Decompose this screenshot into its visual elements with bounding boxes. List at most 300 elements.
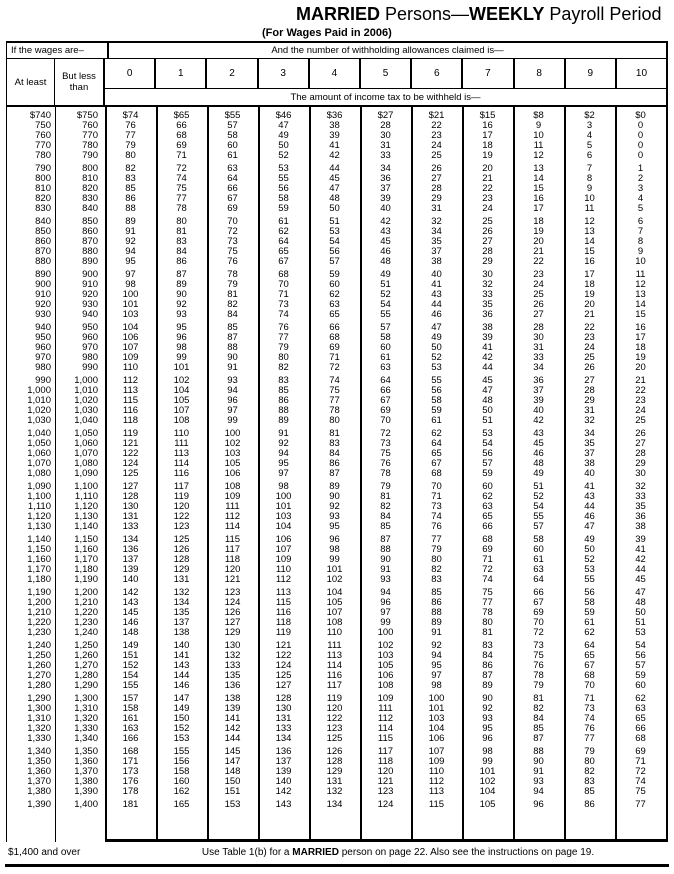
cell-tax-amount: 39 <box>635 534 646 545</box>
table-row <box>7 363 666 373</box>
cell-tax-amount: 61 <box>380 352 391 363</box>
cell-tax-amount: 50 <box>482 405 493 416</box>
cell-tax-amount: 96 <box>329 534 340 545</box>
cell-tax-amount: 98 <box>176 342 187 353</box>
cell-tax-amount: 120 <box>224 564 241 575</box>
cell-tax-amount: 103 <box>275 511 292 522</box>
cell-tax-amount: 25 <box>533 289 544 300</box>
cell-tax-amount: 96 <box>533 799 544 810</box>
cell-tax-amount: 45 <box>482 375 493 386</box>
cell-tax-amount: 31 <box>584 405 595 416</box>
cell-tax-amount: 142 <box>275 786 292 797</box>
cell-tax-amount: 35 <box>635 501 646 512</box>
cell-tax-amount: 86 <box>278 395 289 406</box>
cell-tax-amount: 71 <box>278 289 289 300</box>
cell-tax-amount: 111 <box>174 438 189 449</box>
cell-tax-amount: 67 <box>533 597 544 608</box>
cell-tax-amount: 123 <box>224 587 241 598</box>
cell-tax-amount: 84 <box>176 246 187 257</box>
cell-tax-amount: 96 <box>176 332 187 343</box>
cell-tax-amount: 57 <box>227 120 238 131</box>
cell-tax-amount: 80 <box>584 756 595 767</box>
cell-at-least: 1,250 <box>27 650 51 661</box>
cell-tax-amount: 20 <box>584 299 595 310</box>
cell-tax-amount: 101 <box>173 362 190 373</box>
cell-tax-amount: 75 <box>176 183 187 194</box>
cell-tax-amount: 28 <box>431 183 442 194</box>
cell-but-less-than: 1,170 <box>74 554 98 565</box>
cell-tax-amount: 62 <box>431 428 442 439</box>
cell-tax-amount: 37 <box>380 183 391 194</box>
cell-at-least: 1,050 <box>27 438 51 449</box>
cell-tax-amount: 17 <box>533 203 544 214</box>
cell-tax-amount: 79 <box>125 140 136 151</box>
cell-tax-amount: 101 <box>275 501 292 512</box>
cell-tax-amount: 173 <box>122 766 139 777</box>
cell-but-less-than: 1,110 <box>74 491 98 502</box>
cell-tax-amount: 63 <box>227 163 238 174</box>
cell-tax-amount: 3 <box>637 183 644 194</box>
cell-at-least: 1,060 <box>27 448 51 459</box>
cell-tax-amount: 74 <box>329 375 340 386</box>
cell-tax-amount: 91 <box>431 627 442 638</box>
cell-tax-amount: 44 <box>431 299 442 310</box>
cell-tax-amount: 146 <box>122 617 139 628</box>
cell-tax-amount: 148 <box>122 627 139 638</box>
cell-tax-amount: 28 <box>482 246 493 257</box>
cell-tax-amount: 155 <box>122 680 139 691</box>
cell-tax-amount: 58 <box>584 597 595 608</box>
cell-tax-amount: 46 <box>380 246 391 257</box>
cell-tax-amount: 94 <box>278 448 289 459</box>
cell-tax-amount: 153 <box>224 799 241 810</box>
cell-tax-amount: 79 <box>380 481 391 492</box>
cell-tax-amount: 54 <box>635 640 646 651</box>
cell-tax-amount: 70 <box>584 680 595 691</box>
cell-tax-amount: 25 <box>635 415 646 426</box>
cell-tax-amount: 66 <box>482 521 493 532</box>
cell-tax-amount: 85 <box>125 183 136 194</box>
cell-tax-amount: 80 <box>278 352 289 363</box>
cell-tax-amount: $65 <box>173 110 190 121</box>
cell-tax-amount: 104 <box>428 723 445 734</box>
cell-tax-amount: $0 <box>635 110 646 121</box>
cell-tax-amount: 117 <box>326 680 343 691</box>
cell-tax-amount: 90 <box>227 352 238 363</box>
cell-tax-amount: $8 <box>533 110 544 121</box>
cell-tax-amount: 113 <box>173 448 190 459</box>
cell-tax-amount: 68 <box>176 130 187 141</box>
cell-tax-amount: 52 <box>380 289 391 300</box>
cell-tax-amount: 81 <box>380 491 391 502</box>
cell-tax-amount: 152 <box>173 723 190 734</box>
cell-tax-amount: 144 <box>224 733 241 744</box>
cell-tax-amount: 134 <box>275 733 292 744</box>
cell-tax-amount: 128 <box>326 756 343 767</box>
cell-tax-amount: 92 <box>431 640 442 651</box>
cell-tax-amount: 87 <box>176 269 187 280</box>
cell-tax-amount: 116 <box>122 405 139 416</box>
cell-tax-amount: 57 <box>533 521 544 532</box>
cell-tax-amount: 89 <box>482 680 493 691</box>
cell-tax-amount: 115 <box>275 597 292 608</box>
cell-tax-amount: 92 <box>176 299 187 310</box>
cell-tax-amount: 64 <box>227 173 238 184</box>
cell-but-less-than: 1,220 <box>74 607 98 618</box>
cell-tax-amount: 99 <box>329 554 340 565</box>
allowance-column-header: 7 <box>461 59 512 88</box>
cell-tax-amount: 30 <box>380 130 391 141</box>
cell-but-less-than: 1,360 <box>74 756 98 767</box>
cell-tax-amount: 41 <box>584 481 595 492</box>
cell-tax-amount: 19 <box>533 226 544 237</box>
wages-header: If the wages are– <box>7 43 109 58</box>
cell-tax-amount: 49 <box>380 269 391 280</box>
cell-tax-amount: 42 <box>533 415 544 426</box>
table-row <box>7 522 666 532</box>
cell-tax-amount: 20 <box>482 163 493 174</box>
cell-tax-amount: 148 <box>224 766 241 777</box>
cell-tax-amount: 49 <box>278 130 289 141</box>
cell-tax-amount: 116 <box>275 607 292 618</box>
cell-tax-amount: 77 <box>125 130 136 141</box>
cell-tax-amount: 102 <box>173 375 190 386</box>
cell-tax-amount: 22 <box>431 120 442 131</box>
cell-tax-amount: 123 <box>377 786 394 797</box>
cell-tax-amount: 50 <box>635 607 646 618</box>
cell-tax-amount: 76 <box>125 120 136 131</box>
cell-tax-amount: 53 <box>278 163 289 174</box>
cell-at-least: 920 <box>35 299 51 310</box>
cell-tax-amount: 131 <box>326 776 343 787</box>
row-block <box>7 482 666 532</box>
cell-tax-amount: 16 <box>482 120 493 131</box>
cell-tax-amount: 128 <box>173 554 190 565</box>
cell-tax-amount: 21 <box>482 173 493 184</box>
cell-tax-amount: 46 <box>431 309 442 320</box>
cell-at-least: 980 <box>35 362 51 373</box>
cell-tax-amount: 74 <box>635 776 646 787</box>
cell-tax-amount: 0 <box>637 120 644 131</box>
cell-but-less-than: 1,140 <box>74 521 98 532</box>
cell-at-least: 1,230 <box>27 627 51 638</box>
cell-tax-amount: 124 <box>122 458 139 469</box>
cell-tax-amount: 23 <box>482 193 493 204</box>
cell-tax-amount: 113 <box>275 587 292 598</box>
cell-but-less-than: 860 <box>82 226 98 237</box>
cell-tax-amount: 85 <box>278 385 289 396</box>
cell-tax-amount: 57 <box>635 660 646 671</box>
cell-at-least: 1,190 <box>27 587 51 598</box>
row-block <box>7 217 666 267</box>
cell-tax-amount: 137 <box>275 756 292 767</box>
cell-tax-amount: 70 <box>227 216 238 227</box>
cell-tax-amount: 97 <box>431 670 442 681</box>
cell-tax-amount: 128 <box>122 491 139 502</box>
cell-at-least: 1,350 <box>27 756 51 767</box>
cell-tax-amount: 66 <box>380 385 391 396</box>
cell-tax-amount: 136 <box>275 746 292 757</box>
cell-tax-amount: 44 <box>584 501 595 512</box>
cell-tax-amount: 135 <box>224 670 241 681</box>
cell-tax-amount: 78 <box>227 269 238 280</box>
cell-tax-amount: 83 <box>431 574 442 585</box>
cell-tax-amount: 147 <box>224 756 241 767</box>
cell-tax-amount: 88 <box>380 544 391 555</box>
cell-at-least: 880 <box>35 256 51 267</box>
cell-tax-amount: 104 <box>479 786 496 797</box>
cell-tax-amount: 6 <box>586 150 593 161</box>
cell-tax-amount: 119 <box>275 627 292 638</box>
cell-tax-amount: 41 <box>329 140 340 151</box>
cell-tax-amount: 112 <box>377 713 394 724</box>
cell-at-least: 1,150 <box>27 544 51 555</box>
cell-tax-amount: 102 <box>326 574 343 585</box>
cell-tax-amount: 115 <box>377 733 394 744</box>
cell-tax-amount: 114 <box>326 660 343 671</box>
cell-tax-amount: 67 <box>431 458 442 469</box>
cell-tax-amount: 102 <box>377 640 394 651</box>
cell-tax-amount: 46 <box>584 511 595 522</box>
cell-tax-amount: 20 <box>635 362 646 373</box>
cell-tax-amount: 73 <box>584 703 595 714</box>
cell-tax-amount: 103 <box>224 448 241 459</box>
cell-tax-amount: 62 <box>329 289 340 300</box>
cell-tax-amount: 77 <box>329 395 340 406</box>
cell-tax-amount: 41 <box>635 544 646 555</box>
cell-tax-amount: $15 <box>479 110 496 121</box>
cell-tax-amount: 68 <box>635 733 646 744</box>
cell-tax-amount: 42 <box>329 150 340 161</box>
cell-tax-amount: 122 <box>173 511 190 522</box>
cell-tax-amount: 69 <box>227 203 238 214</box>
cell-tax-amount: 80 <box>329 415 340 426</box>
cell-tax-amount: 52 <box>431 352 442 363</box>
cell-but-less-than: 960 <box>82 332 98 343</box>
cell-at-least: 1,040 <box>27 428 51 439</box>
row-block <box>7 535 666 585</box>
cell-tax-amount: 135 <box>173 607 190 618</box>
cell-tax-amount: 111 <box>378 703 393 714</box>
row-block <box>7 588 666 638</box>
cell-tax-amount: 94 <box>533 786 544 797</box>
cell-tax-amount: 14 <box>635 299 646 310</box>
over-amount-label: $1,400 and over <box>8 847 81 858</box>
cell-tax-amount: 88 <box>125 203 136 214</box>
cell-tax-amount: 35 <box>584 438 595 449</box>
cell-tax-amount: 97 <box>278 468 289 479</box>
cell-but-less-than: 1,120 <box>74 501 98 512</box>
footer-note-married: MARRIED <box>292 847 339 858</box>
cell-tax-amount: 113 <box>326 650 343 661</box>
cell-tax-amount: 18 <box>635 342 646 353</box>
cell-tax-amount: 87 <box>329 468 340 479</box>
allowance-column-header: 4 <box>308 59 359 88</box>
cell-tax-amount: 50 <box>584 544 595 555</box>
cell-tax-amount: 3 <box>586 120 593 131</box>
cell-tax-amount: 56 <box>482 448 493 459</box>
cell-at-least: 1,010 <box>27 395 51 406</box>
cell-but-less-than: 1,380 <box>74 776 98 787</box>
cell-tax-amount: 30 <box>482 269 493 280</box>
cell-but-less-than: 830 <box>82 193 98 204</box>
cell-tax-amount: 163 <box>122 723 139 734</box>
cell-tax-amount: 91 <box>380 564 391 575</box>
cell-tax-amount: 129 <box>224 627 241 638</box>
cell-tax-amount: 27 <box>431 173 442 184</box>
cell-tax-amount: 78 <box>380 468 391 479</box>
cell-tax-amount: 53 <box>431 362 442 373</box>
cell-tax-amount: 66 <box>329 322 340 333</box>
cell-tax-amount: 123 <box>326 723 343 734</box>
cell-tax-amount: 125 <box>275 670 292 681</box>
cell-but-less-than: 1,210 <box>74 597 98 608</box>
cell-tax-amount: 51 <box>533 481 544 492</box>
at-least-header: At least <box>7 59 55 105</box>
cell-tax-amount: 121 <box>122 438 139 449</box>
cell-tax-amount: 53 <box>482 428 493 439</box>
cell-tax-amount: 140 <box>122 574 139 585</box>
cell-tax-amount: 0 <box>637 130 644 141</box>
cell-tax-amount: 50 <box>278 140 289 151</box>
cell-tax-amount: 109 <box>224 491 241 502</box>
cell-tax-amount: 38 <box>482 322 493 333</box>
cell-tax-amount: 85 <box>227 322 238 333</box>
cell-at-least: 1,170 <box>27 564 51 575</box>
cell-tax-amount: 82 <box>227 299 238 310</box>
cell-tax-amount: 92 <box>278 438 289 449</box>
cell-tax-amount: 94 <box>380 587 391 598</box>
cell-tax-amount: 16 <box>533 193 544 204</box>
cell-at-least: 1,100 <box>27 491 51 502</box>
cell-tax-amount: 74 <box>431 511 442 522</box>
cell-but-less-than: 1,070 <box>74 448 98 459</box>
cell-tax-amount: 55 <box>584 574 595 585</box>
cell-tax-amount: 24 <box>482 203 493 214</box>
cell-tax-amount: 75 <box>533 650 544 661</box>
table-row <box>7 257 666 267</box>
cell-tax-amount: 10 <box>533 130 544 141</box>
cell-tax-amount: 77 <box>482 597 493 608</box>
cell-at-least: 1,330 <box>27 733 51 744</box>
cell-tax-amount: 128 <box>275 693 292 704</box>
cell-tax-amount: 75 <box>227 246 238 257</box>
cell-at-least: 810 <box>35 183 51 194</box>
cell-tax-amount: 31 <box>431 203 442 214</box>
cell-tax-amount: 118 <box>122 415 139 426</box>
cell-tax-amount: 100 <box>275 491 292 502</box>
cell-tax-amount: 130 <box>224 640 241 651</box>
cell-tax-amount: 111 <box>327 640 342 651</box>
cell-but-less-than: 770 <box>82 130 98 141</box>
cell-tax-amount: 125 <box>122 468 139 479</box>
cell-tax-amount: 132 <box>173 587 190 598</box>
cell-but-less-than: 780 <box>82 140 98 151</box>
header-row-1 <box>7 43 666 59</box>
cell-tax-amount: 98 <box>278 481 289 492</box>
cell-tax-amount: 53 <box>329 226 340 237</box>
cell-tax-amount: 27 <box>533 309 544 320</box>
cell-tax-amount: 48 <box>635 597 646 608</box>
cell-but-less-than: 1,030 <box>74 405 98 416</box>
cell-tax-amount: 134 <box>326 799 343 810</box>
cell-tax-amount: 91 <box>125 226 136 237</box>
cell-tax-amount: 93 <box>533 776 544 787</box>
allowance-column-header: 9 <box>564 59 615 88</box>
cell-tax-amount: 70 <box>431 481 442 492</box>
cell-tax-amount: 12 <box>533 150 544 161</box>
cell-tax-amount: 60 <box>482 481 493 492</box>
cell-tax-amount: 88 <box>431 607 442 618</box>
cell-tax-amount: 101 <box>326 564 343 575</box>
cell-tax-amount: 18 <box>482 140 493 151</box>
allowance-numbers-row <box>105 59 666 89</box>
cell-but-less-than: 1,310 <box>74 703 98 714</box>
cell-tax-amount: 137 <box>173 617 190 628</box>
cell-tax-amount: 59 <box>329 269 340 280</box>
cell-but-less-than: 880 <box>82 246 98 257</box>
cell-tax-amount: 90 <box>380 554 391 565</box>
cell-tax-amount: 64 <box>380 375 391 386</box>
cell-but-less-than: 1,340 <box>74 733 98 744</box>
cell-tax-amount: 92 <box>482 703 493 714</box>
cell-tax-amount: 81 <box>533 693 544 704</box>
cell-tax-amount: 66 <box>227 183 238 194</box>
cell-tax-amount: 102 <box>224 438 241 449</box>
row-block <box>7 694 666 744</box>
cell-tax-amount: 54 <box>329 236 340 247</box>
allowance-column-header: 2 <box>205 59 256 88</box>
cell-tax-amount: 11 <box>635 269 646 280</box>
cell-at-least: 1,260 <box>27 660 51 671</box>
cell-tax-amount: 138 <box>224 693 241 704</box>
cell-tax-amount: 65 <box>482 511 493 522</box>
cell-tax-amount: 86 <box>176 256 187 267</box>
cell-tax-amount: 24 <box>533 279 544 290</box>
cell-tax-amount: 28 <box>584 385 595 396</box>
allowance-column-header: 0 <box>126 68 133 79</box>
cell-tax-amount: 131 <box>173 574 190 585</box>
cell-tax-amount: 85 <box>431 587 442 598</box>
cell-tax-amount: 132 <box>224 650 241 661</box>
cell-but-less-than: 1,370 <box>74 766 98 777</box>
cell-tax-amount: 165 <box>173 799 190 810</box>
cell-tax-amount: 154 <box>122 670 139 681</box>
cell-tax-amount: 47 <box>329 183 340 194</box>
cell-at-least: 1,080 <box>27 468 51 479</box>
cell-tax-amount: 126 <box>326 746 343 757</box>
cell-tax-amount: 12 <box>635 279 646 290</box>
cell-tax-amount: 74 <box>278 309 289 320</box>
cell-tax-amount: 65 <box>431 448 442 459</box>
cell-but-less-than: 1,000 <box>74 375 98 386</box>
cell-tax-amount: 60 <box>329 279 340 290</box>
cell-tax-amount: 89 <box>278 415 289 426</box>
cell-tax-amount: 55 <box>533 511 544 522</box>
cell-tax-amount: 103 <box>122 309 139 320</box>
cell-tax-amount: 24 <box>431 140 442 151</box>
cell-tax-amount: 100 <box>224 428 241 439</box>
cell-but-less-than: 820 <box>82 183 98 194</box>
cell-tax-amount: 38 <box>329 120 340 131</box>
cell-but-less-than: 1,130 <box>74 511 98 522</box>
cell-tax-amount: 76 <box>584 723 595 734</box>
cell-tax-amount: 107 <box>326 607 343 618</box>
cell-tax-amount: 2 <box>637 173 644 184</box>
cell-but-less-than: 900 <box>82 269 98 280</box>
cell-at-least: 940 <box>35 322 51 333</box>
cell-tax-amount: 139 <box>224 703 241 714</box>
